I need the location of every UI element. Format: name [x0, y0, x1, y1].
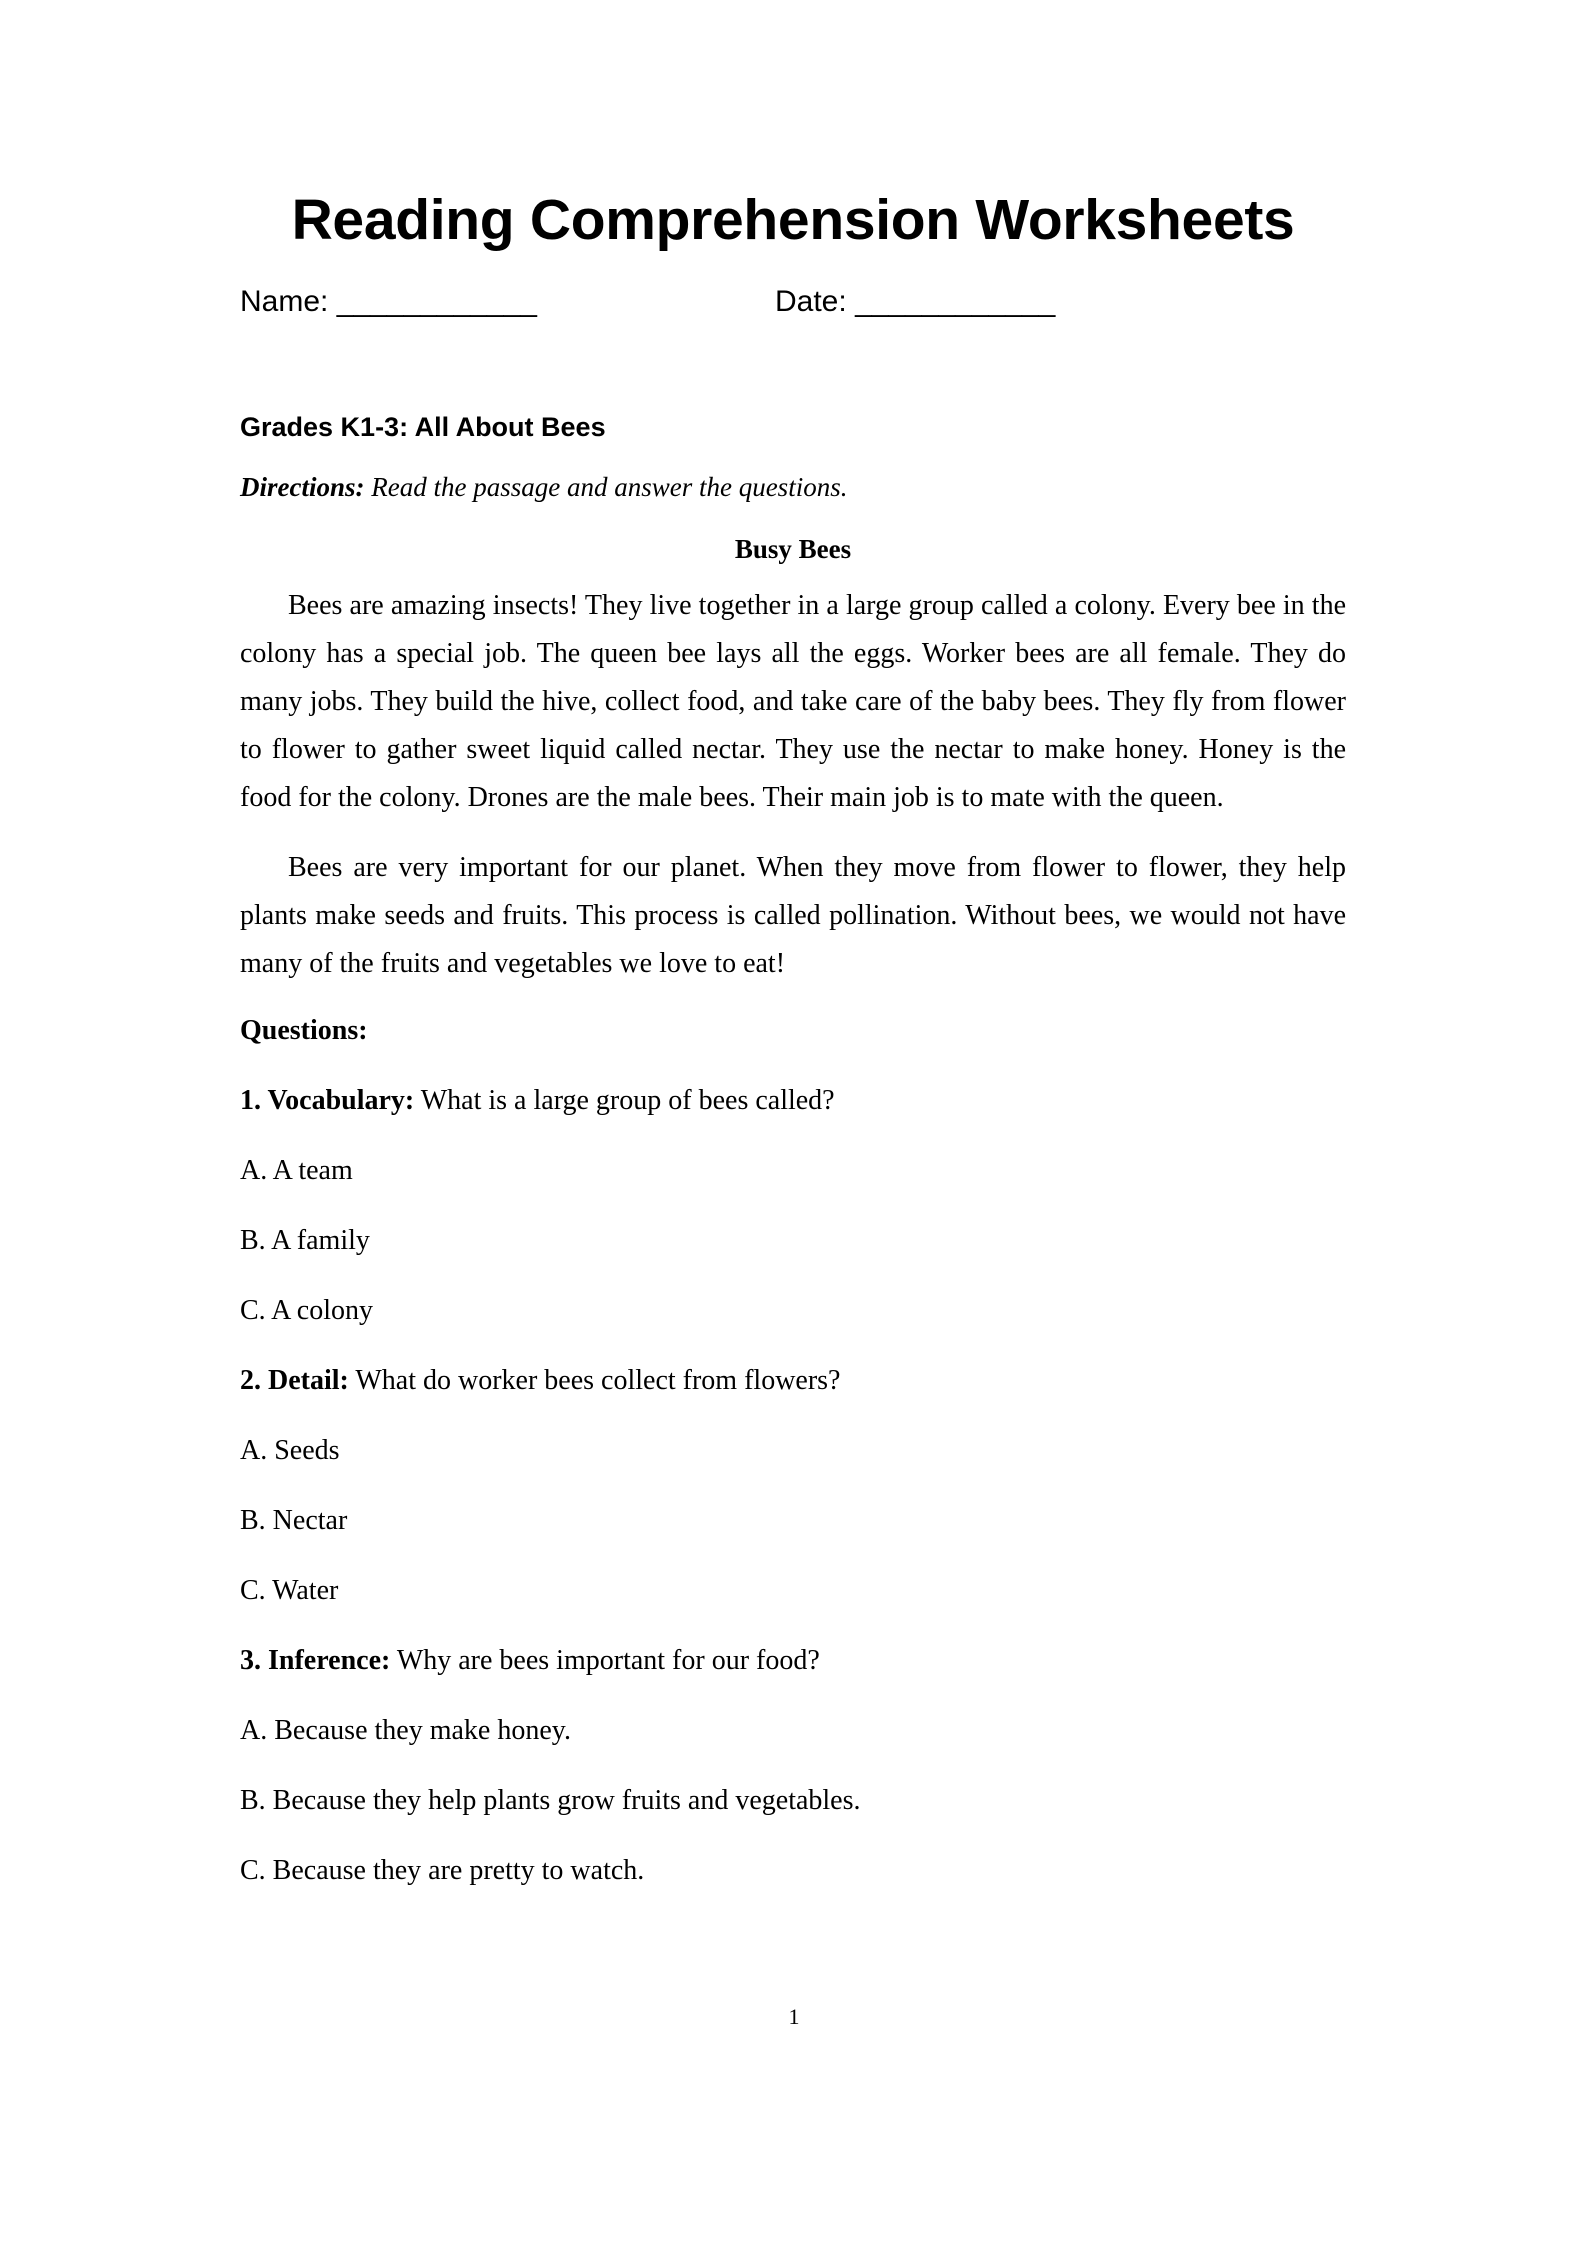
question-stem	[240, 1050, 1346, 1120]
name-field[interactable]	[240, 282, 537, 322]
question-block	[240, 1050, 1346, 1330]
date-label: Date:	[775, 284, 847, 318]
answer-option[interactable]: B. Because they help plants grow fruits and vegetables.	[240, 1784, 861, 1816]
date-blank-line[interactable]: ____________	[855, 284, 1056, 318]
answer-option[interactable]: A. A team	[240, 1154, 353, 1186]
name-date-row	[240, 282, 1346, 332]
directions-text: Read the passage and answer the questions.	[364, 471, 848, 502]
question-label: 1. Vocabulary:	[240, 1084, 415, 1116]
date-field[interactable]	[775, 282, 1055, 322]
passage-paragraph: Bees are amazing insects! They live together in a large group called a colony. Every bee in the colony has a special job. The queen bee lays all the eggs. Worker bees are all female. They do many jobs. They build the hive, collect food, and take care of the baby bees. They fly from flower to flower to gather sweet liquid called nectar. They use the nectar to make honey. Honey is the food for the colony. Drones are the male bees. Their main job is to mate with the queen.	[240, 589, 1346, 813]
answer-option[interactable]: B. A family	[240, 1224, 370, 1256]
question-label: 3. Inference:	[240, 1644, 391, 1676]
answer-option[interactable]: C. Because they are pretty to watch.	[240, 1854, 645, 1886]
questions-heading: Questions:	[240, 1014, 368, 1046]
question-stem	[240, 1330, 1346, 1400]
question-block	[240, 1610, 1346, 1890]
page-title: Reading Comprehension Worksheets	[291, 188, 1295, 252]
answer-option[interactable]: B. Nectar	[240, 1504, 348, 1536]
worksheet-content	[240, 0, 1346, 1890]
passage-paragraph: Bees are very important for our planet. When they move from flower to flower, they help plants make seeds and fruits. This process is called pollination. Without bees, we would not have many of the fruits and vegetables we love to eat!	[240, 851, 1346, 979]
question-text: What do worker bees collect from flowers?	[348, 1364, 841, 1396]
question-stem	[240, 1610, 1346, 1680]
directions-label: Directions:	[240, 471, 365, 502]
page-number: 1	[788, 2004, 800, 2029]
answer-option[interactable]: C. A colony	[240, 1294, 374, 1326]
name-label: Name:	[240, 284, 329, 318]
question-text: What is a large group of bees called?	[414, 1084, 835, 1116]
directions-line	[240, 444, 1346, 504]
answer-option[interactable]: A. Because they make honey.	[240, 1714, 571, 1746]
section-heading: Grades K1-3: All About Bees	[240, 411, 606, 442]
answer-option[interactable]: C. Water	[240, 1574, 339, 1606]
question-label: 2. Detail:	[240, 1364, 349, 1396]
question-text: Why are bees important for our food?	[390, 1644, 820, 1676]
answer-option[interactable]: A. Seeds	[240, 1434, 340, 1466]
passage-title: Busy Bees	[734, 533, 852, 564]
name-blank-line[interactable]: ____________	[336, 284, 537, 318]
question-block	[240, 1330, 1346, 1610]
